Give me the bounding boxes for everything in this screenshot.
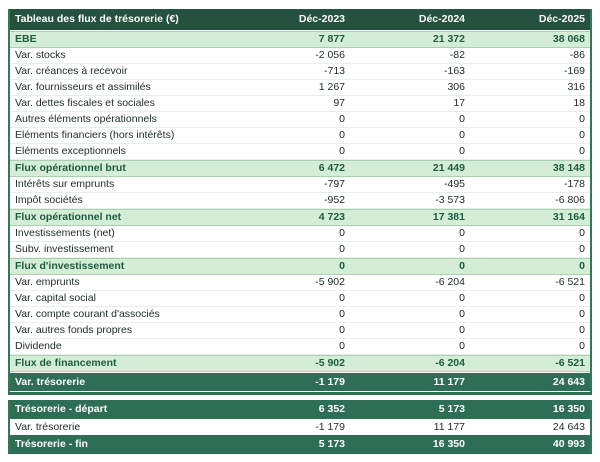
row-value: 306 — [447, 82, 465, 93]
table-row — [10, 31, 590, 48]
table-row — [10, 96, 590, 112]
table-row — [10, 193, 590, 209]
row-value: -797 — [323, 179, 345, 190]
table-row — [10, 355, 590, 372]
row-value: -3 573 — [435, 195, 465, 206]
table-row — [10, 177, 590, 193]
row-label: Impôt sociétés — [15, 195, 83, 206]
treasury-summary-table — [8, 400, 592, 454]
table-row — [10, 291, 590, 307]
row-value: -495 — [443, 179, 465, 190]
row-value: 0 — [339, 146, 345, 157]
row-label: Dividende — [15, 341, 62, 352]
row-value: 17 381 — [432, 212, 465, 223]
row-value: -178 — [563, 179, 585, 190]
table-row — [10, 419, 590, 435]
row-value: -6 204 — [435, 277, 465, 288]
table-row — [10, 400, 590, 419]
table-row — [10, 209, 590, 226]
row-value: 0 — [579, 293, 585, 304]
row-label: Var. trésorerie — [15, 376, 86, 388]
treasury-summary-body — [10, 400, 590, 454]
row-label: Var. emprunts — [15, 277, 80, 288]
row-value: 0 — [459, 130, 465, 141]
table-body — [10, 31, 590, 392]
row-label: Flux d'investissement — [15, 261, 125, 272]
table-row — [10, 160, 590, 177]
table-row — [10, 323, 590, 339]
row-value: -6 806 — [555, 195, 585, 206]
row-value: -1 179 — [315, 421, 345, 433]
row-value: 0 — [459, 341, 465, 352]
row-value: -86 — [569, 50, 585, 61]
row-value: 6 472 — [318, 163, 345, 174]
row-value: 0 — [339, 341, 345, 352]
row-value: 0 — [459, 309, 465, 320]
column-header-dec-2025: Déc-2025 — [538, 14, 585, 25]
row-value: 0 — [579, 261, 585, 272]
row-label: Var. dettes fiscales et sociales — [15, 98, 155, 109]
row-value: 0 — [579, 114, 585, 125]
table-row — [10, 258, 590, 275]
column-header-dec-2023: Déc-2023 — [298, 14, 345, 25]
row-value: 0 — [339, 114, 345, 125]
row-value: -5 902 — [315, 277, 345, 288]
row-label: Eléments exceptionnels — [15, 146, 126, 157]
column-header-dec-2024: Déc-2024 — [418, 14, 465, 25]
row-value: 18 — [573, 98, 585, 109]
row-value: 0 — [339, 293, 345, 304]
table-title: Tableau des flux de trésorerie (€) — [15, 14, 179, 25]
table-row — [10, 226, 590, 242]
table-header-row — [10, 9, 590, 31]
row-value: 38 068 — [552, 34, 585, 45]
row-value: 38 148 — [552, 163, 585, 174]
row-value: -6 521 — [555, 358, 585, 369]
table-row — [10, 275, 590, 291]
row-label: Var. trésorerie — [15, 421, 81, 433]
row-value: 11 177 — [433, 376, 465, 388]
row-value: 0 — [579, 244, 585, 255]
row-value: 21 449 — [432, 163, 465, 174]
row-value: 5 173 — [318, 439, 345, 450]
row-value: 24 643 — [552, 376, 585, 388]
cashflow-table — [8, 9, 592, 395]
row-value: -6 521 — [555, 277, 585, 288]
row-value: 1 267 — [318, 82, 345, 93]
row-value: 7 877 — [318, 34, 345, 45]
row-label: Autres éléments opérationnels — [15, 114, 157, 125]
row-value: -169 — [563, 66, 585, 77]
row-label: Var. autres fonds propres — [15, 325, 133, 336]
row-value: 0 — [579, 341, 585, 352]
row-label: EBE — [15, 34, 37, 45]
row-label: Var. créances à recevoir — [15, 66, 128, 77]
table-row — [10, 64, 590, 80]
row-value: 4 723 — [318, 212, 345, 223]
row-value: 0 — [459, 244, 465, 255]
table-row — [10, 128, 590, 144]
row-value: -5 902 — [315, 358, 345, 369]
row-label: Var. compte courant d'associés — [15, 309, 160, 320]
row-value: -2 056 — [315, 50, 345, 61]
row-value: 0 — [459, 293, 465, 304]
table-row — [10, 48, 590, 64]
row-value: 11 177 — [433, 421, 465, 433]
row-label: Eléments financiers (hors intérêts) — [15, 130, 175, 141]
row-value: 0 — [579, 228, 585, 239]
row-label: Intérêts sur emprunts — [15, 179, 115, 190]
row-value: -163 — [443, 66, 465, 77]
row-value: 0 — [339, 261, 345, 272]
row-label: Var. capital social — [15, 293, 96, 304]
row-value: 5 173 — [438, 404, 465, 415]
table-row — [10, 80, 590, 96]
table-row — [10, 435, 590, 454]
row-label: Trésorerie - fin — [15, 439, 88, 450]
row-label: Investissements (net) — [15, 228, 115, 239]
table-row — [10, 307, 590, 323]
row-value: 0 — [459, 228, 465, 239]
table-row — [10, 144, 590, 160]
row-value: 0 — [339, 228, 345, 239]
row-value: 24 643 — [552, 421, 585, 433]
row-value: 40 993 — [552, 439, 585, 450]
row-value: 0 — [339, 130, 345, 141]
row-label: Flux de financement — [15, 358, 117, 369]
row-value: 16 350 — [552, 404, 585, 415]
row-value: -952 — [323, 195, 345, 206]
table-row — [10, 242, 590, 258]
row-label: Flux opérationnel brut — [15, 163, 126, 174]
row-value: 6 352 — [318, 404, 345, 415]
row-value: 17 — [453, 98, 465, 109]
row-value: 97 — [333, 98, 345, 109]
row-value: -1 179 — [315, 376, 345, 388]
row-value: -82 — [449, 50, 465, 61]
row-value: 316 — [567, 82, 585, 93]
row-label: Var. stocks — [15, 50, 66, 61]
row-label: Subv. investissement — [15, 244, 114, 255]
row-value: -6 204 — [435, 358, 465, 369]
row-value: 16 350 — [432, 439, 465, 450]
row-value: 0 — [579, 309, 585, 320]
row-value: -713 — [323, 66, 345, 77]
row-label: Flux opérationnel net — [15, 212, 122, 223]
row-value: 0 — [339, 309, 345, 320]
row-value: 0 — [459, 325, 465, 336]
table-row — [10, 372, 590, 392]
row-value: 0 — [459, 261, 465, 272]
row-value: 0 — [579, 130, 585, 141]
row-value: 31 164 — [552, 212, 585, 223]
row-label: Var. fournisseurs et assimilés — [15, 82, 151, 93]
row-label: Trésorerie - départ — [15, 404, 108, 415]
row-value: 0 — [339, 244, 345, 255]
row-value: 21 372 — [432, 34, 465, 45]
row-value: 0 — [579, 146, 585, 157]
row-value: 0 — [459, 114, 465, 125]
row-value: 0 — [579, 325, 585, 336]
table-row — [10, 112, 590, 128]
table-row — [10, 339, 590, 355]
row-value: 0 — [459, 146, 465, 157]
row-value: 0 — [339, 325, 345, 336]
